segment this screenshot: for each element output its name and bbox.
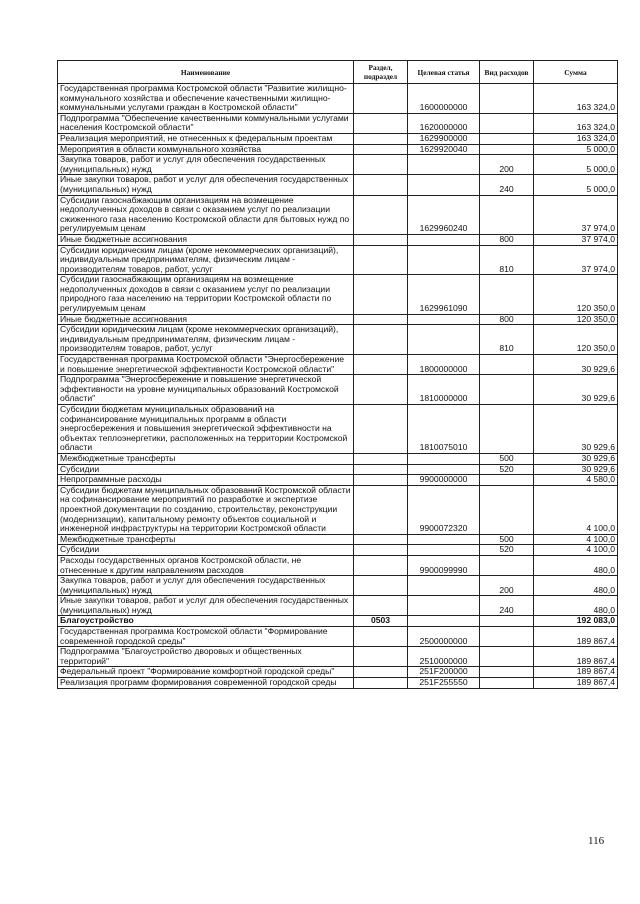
row-target: 1810000000 [408,375,480,405]
row-name: Межбюджетные трансферты [58,453,354,464]
table-row [58,375,618,405]
row-target [408,534,480,545]
row-type: 240 [480,596,534,616]
row-type [480,405,534,454]
row-section [354,596,408,616]
table-row [58,275,618,314]
table-header-row [58,61,618,84]
table-body [58,84,618,689]
row-target: 1629920040 [408,144,480,155]
row-sum: 192 083,0 [534,616,618,627]
row-sum: 30 929,6 [534,464,618,475]
row-sum: 163 324,0 [534,133,618,144]
row-type: 520 [480,545,534,556]
row-type: 500 [480,453,534,464]
table-row [58,144,618,155]
row-target [408,175,480,195]
row-type [480,678,534,689]
row-section: 0503 [354,616,408,627]
row-section [354,155,408,175]
row-type: 800 [480,234,534,245]
row-sum: 189 867,4 [534,627,618,647]
row-target: 1800000000 [408,355,480,375]
table-row [58,453,618,464]
row-sum: 163 324,0 [534,113,618,133]
row-type: 810 [480,245,534,275]
row-name: Реализация программ формирования современной городской среды [58,678,354,689]
row-type: 810 [480,325,534,355]
row-name: Иные закупки товаров, работ и услуг для обеспечения государственных (муниципальных) нужд [58,175,354,195]
row-name: Государственная программа Костромской области "Энергосбережение и повышение энергетической эффективности Костромской области" [58,355,354,375]
row-section [354,678,408,689]
row-target: 9900072320 [408,485,480,534]
row-type [480,195,534,234]
table-row [58,464,618,475]
table-row [58,113,618,133]
row-name: Подпрограмма "Энергосбережение и повышение энергетической эффективности на уровне муниципальных образований Костромской области" [58,375,354,405]
row-type: 800 [480,314,534,325]
table-row [58,627,618,647]
row-name: Субсидии [58,464,354,475]
row-section [354,555,408,575]
header-sum: Сумма [534,61,618,84]
row-name: Реализация мероприятий, не отнесенных к федеральным проектам [58,133,354,144]
row-type [480,616,534,627]
row-sum: 4 580,0 [534,475,618,486]
row-sum: 30 929,6 [534,375,618,405]
row-section [354,453,408,464]
row-type [480,113,534,133]
row-type [480,355,534,375]
row-sum: 30 929,6 [534,405,618,454]
table-row [58,405,618,454]
row-target [408,245,480,275]
row-name: Расходы государственных органов Костромской области, не отнесенные к другим направлениям расходов [58,555,354,575]
row-sum: 480,0 [534,596,618,616]
table-row [58,195,618,234]
row-section [354,405,408,454]
row-type [480,133,534,144]
row-section [354,464,408,475]
row-section [354,325,408,355]
row-section [354,133,408,144]
row-type [480,144,534,155]
row-sum: 37 974,0 [534,245,618,275]
table-row [58,647,618,667]
row-target: 9900000000 [408,475,480,486]
row-sum: 30 929,6 [534,453,618,464]
table-row [58,245,618,275]
row-target [408,576,480,596]
row-sum: 120 350,0 [534,314,618,325]
row-name: Благоустройство [58,616,354,627]
row-target [408,155,480,175]
row-section [354,647,408,667]
row-section [354,667,408,678]
row-type: 500 [480,534,534,545]
row-name: Государственная программа Костромской области "Развитие жилищно-коммунального хозяйства и обеспечение качественными жилищно-коммунальными услугами граждан в Костромской области" [58,84,354,114]
header-section: Раздел, подраздел [354,61,408,84]
row-section [354,355,408,375]
row-name: Государственная программа Костромской области "Формирование современной городской среды" [58,627,354,647]
row-sum: 163 324,0 [534,84,618,114]
row-target: 9900099990 [408,555,480,575]
row-type: 200 [480,155,534,175]
table-row [58,325,618,355]
row-target [408,464,480,475]
row-section [354,195,408,234]
row-target [408,234,480,245]
row-name: Иные бюджетные ассигнования [58,234,354,245]
row-target [408,616,480,627]
row-sum: 5 000,0 [534,175,618,195]
row-sum: 5 000,0 [534,155,618,175]
row-name: Подпрограмма "Благоустройство дворовых и общественных территорий" [58,647,354,667]
row-name: Межбюджетные трансферты [58,534,354,545]
header-name: Наименование [58,61,354,84]
table-row [58,576,618,596]
row-name: Субсидии газоснабжающим организациям на возмещение недополученных доходов в связи с оказанием услуг по реализации сжиженного газа населению Костромской области для бытовых нужд по регулируемым ценам [58,195,354,234]
row-target [408,314,480,325]
row-name: Закупка товаров, работ и услуг для обеспечения государственных (муниципальных) нужд [58,155,354,175]
row-section [354,144,408,155]
row-target: 251F255550 [408,678,480,689]
table-row [58,84,618,114]
row-sum: 480,0 [534,576,618,596]
row-sum: 4 100,0 [534,545,618,556]
row-section [354,375,408,405]
row-type [480,627,534,647]
row-section [354,545,408,556]
header-target: Целевая статья [408,61,480,84]
row-target: 1810075010 [408,405,480,454]
row-sum: 5 000,0 [534,144,618,155]
row-sum: 37 974,0 [534,195,618,234]
row-type [480,275,534,314]
header-type: Вид расходов [480,61,534,84]
row-sum: 189 867,4 [534,667,618,678]
row-name: Субсидии газоснабжающим организациям на возмещение недополученных доходов в связи с оказанием услуг по реализации природного газа населению на территории Костромской области по регулируемым ценам [58,275,354,314]
row-target: 1629900000 [408,133,480,144]
row-target: 2500000000 [408,627,480,647]
table-row [58,234,618,245]
row-target: 2510000000 [408,647,480,667]
table-row [58,616,618,627]
page-number: 116 [588,835,605,847]
row-type [480,667,534,678]
table-row [58,355,618,375]
row-sum: 4 100,0 [534,534,618,545]
row-target: 1600000000 [408,84,480,114]
row-name: Иные бюджетные ассигнования [58,314,354,325]
row-target: 251F200000 [408,667,480,678]
row-name: Подпрограмма "Обеспечение качественными коммунальными услугами населения Костромской области" [58,113,354,133]
row-section [354,175,408,195]
row-type: 200 [480,576,534,596]
row-sum: 37 974,0 [534,234,618,245]
row-sum: 189 867,4 [534,647,618,667]
row-section [354,485,408,534]
row-name: Мероприятия в области коммунального хозяйства [58,144,354,155]
table-row [58,475,618,486]
row-sum: 120 350,0 [534,275,618,314]
row-section [354,627,408,647]
row-section [354,275,408,314]
row-name: Субсидии юридическим лицам (кроме некоммерческих организаций), индивидуальным предпринимателям, физическим лицам - производителям товаров, работ, услуг [58,245,354,275]
budget-page [57,60,617,689]
table-row [58,667,618,678]
row-name: Субсидии бюджетам муниципальных образований Костромской области на софинансирование мероприятий по разработке и экспертизе проектной документации по созданию, строительству, реконструкции (модернизации), капитальному ремонту объектов социальной и инженерной инфраструктуры на территории Костромской области [58,485,354,534]
table-row [58,133,618,144]
row-name: Субсидии юридическим лицам (кроме некоммерческих организаций), индивидуальным предпринимателям, физическим лицам - производителям товаров, работ, услуг [58,325,354,355]
row-type: 240 [480,175,534,195]
row-target: 1629961090 [408,275,480,314]
row-target: 1629960240 [408,195,480,234]
table-row [58,555,618,575]
row-target [408,596,480,616]
row-section [354,245,408,275]
row-type [480,647,534,667]
table-row [58,534,618,545]
row-name: Федеральный проект "Формирование комфортной городской среды" [58,667,354,678]
row-target [408,453,480,464]
table-row [58,485,618,534]
budget-table [57,60,618,689]
row-section [354,84,408,114]
row-target [408,545,480,556]
table-row [58,175,618,195]
table-row [58,545,618,556]
table-row [58,155,618,175]
row-name: Субсидии бюджетам муниципальных образований на софинансирование муниципальных программ в области энергосбережения и повышения энергетической эффективности на объектах теплоэнергетики, расположенных на территории Костромской области [58,405,354,454]
row-type [480,475,534,486]
row-name: Закупка товаров, работ и услуг для обеспечения государственных (муниципальных) нужд [58,576,354,596]
row-sum: 4 100,0 [534,485,618,534]
table-row [58,596,618,616]
row-sum: 189 867,4 [534,678,618,689]
row-name: Субсидии [58,545,354,556]
row-target [408,325,480,355]
row-section [354,314,408,325]
row-section [354,576,408,596]
row-section [354,475,408,486]
row-sum: 480,0 [534,555,618,575]
row-type [480,375,534,405]
row-type [480,84,534,114]
row-sum: 120 350,0 [534,325,618,355]
row-type [480,555,534,575]
row-section [354,534,408,545]
row-target: 1620000000 [408,113,480,133]
row-section [354,113,408,133]
table-row [58,314,618,325]
row-name: Иные закупки товаров, работ и услуг для обеспечения государственных (муниципальных) нужд [58,596,354,616]
row-sum: 30 929,6 [534,355,618,375]
row-name: Непрограммные расходы [58,475,354,486]
row-type [480,485,534,534]
table-row [58,678,618,689]
row-section [354,234,408,245]
row-type: 520 [480,464,534,475]
